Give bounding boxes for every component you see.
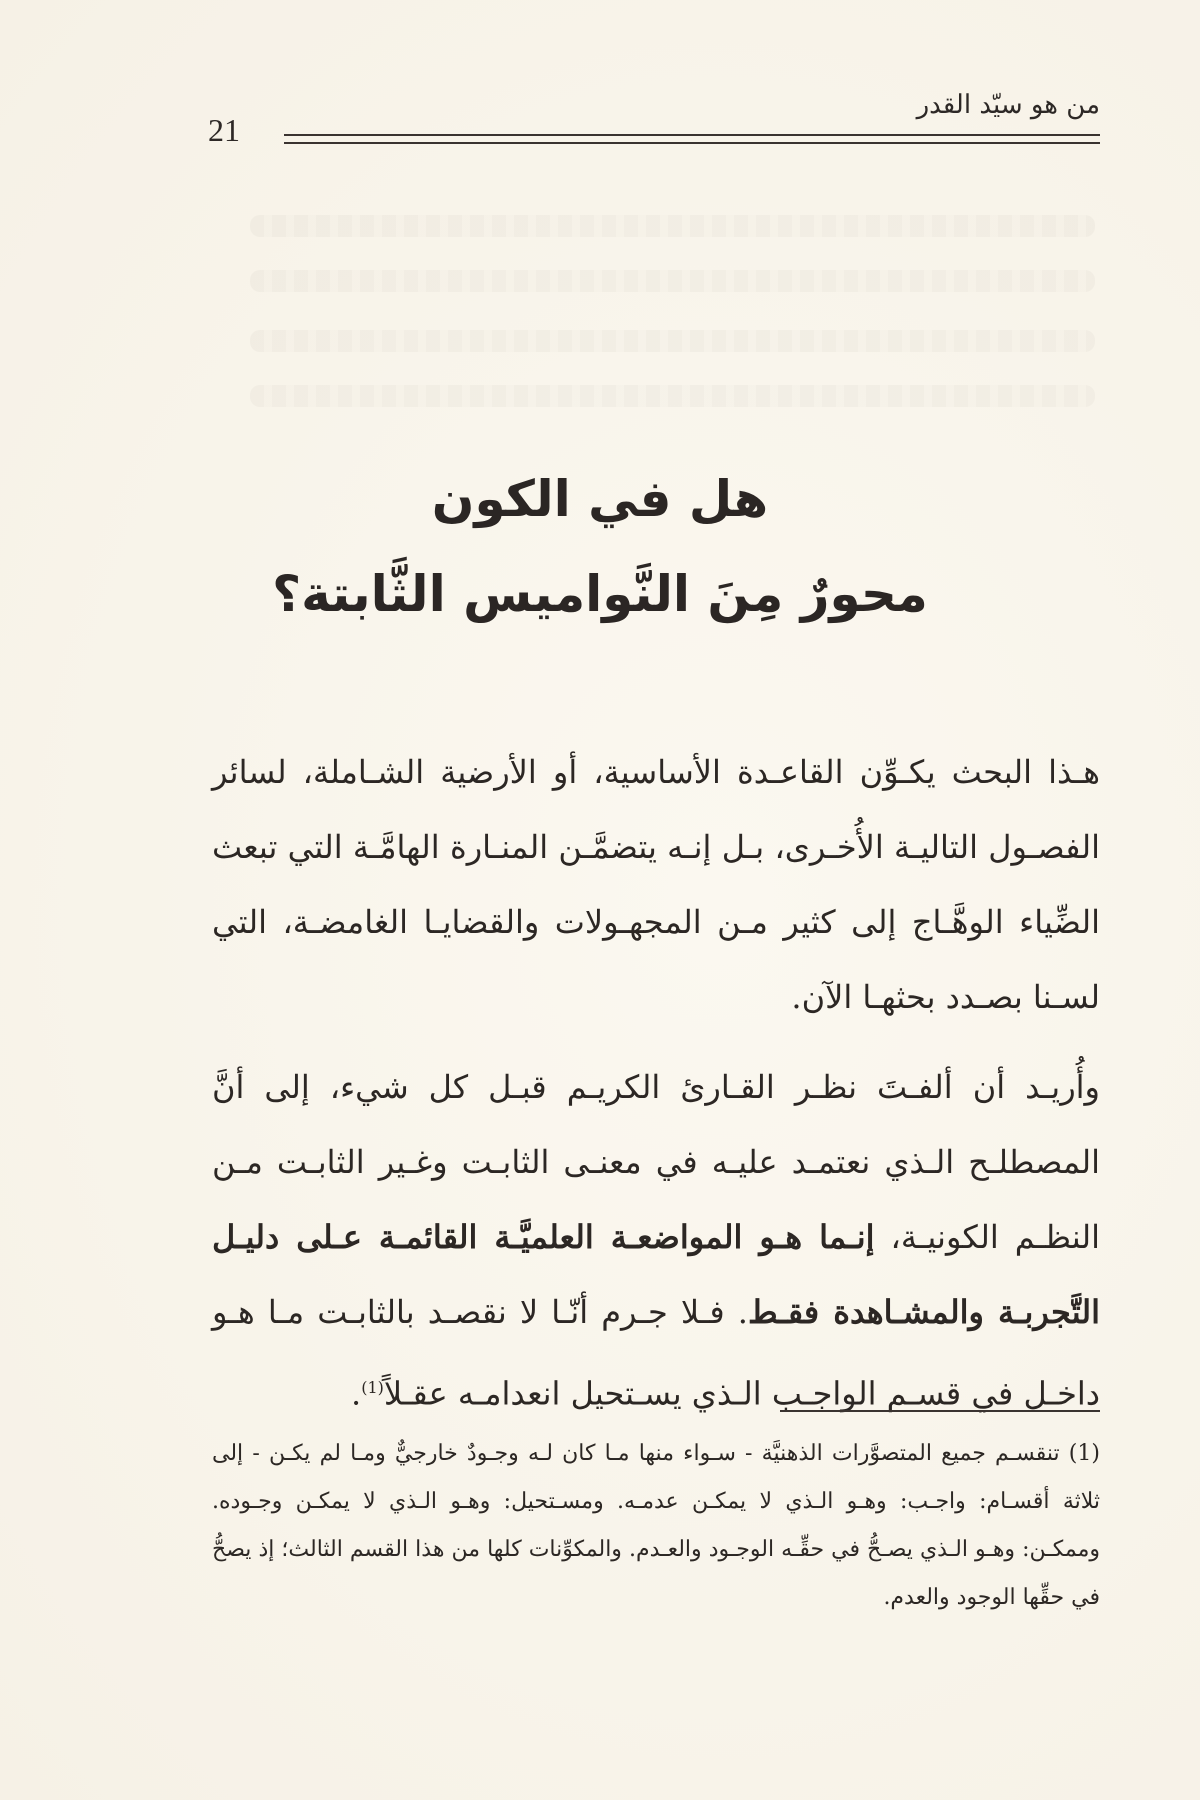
paragraph-2 [212,1050,1100,1432]
paragraph-2-end: . فـلا جـرم أنّـا لا نقصـد بالثابـت مـا هـو داخـل في قسـم الواجـب الـذي يسـتحيل انعدامـه عقـلاً [212,1293,1100,1413]
running-title: من هو سيّد القدر [916,90,1100,120]
footnote-1 [212,1430,1100,1622]
paragraph-2-bold: إنـما هـو المواضعـة العلميَّـة القائمـة عـلى دليـل التَّجربـة والمشـاهدة فقـط [212,1218,1101,1331]
footnote-separator [780,1410,1100,1412]
paragraph-2-final: . [351,1374,362,1413]
bleed-through-text [250,215,1095,237]
page-number: 21 [208,112,240,148]
footnote-reference[interactable]: (1) [361,1378,384,1397]
page-header [208,90,1100,150]
header-double-rule [284,134,1100,144]
footnote-text [212,1430,1100,1622]
footnote-marker: (1) [1068,1441,1100,1466]
footnote-body: تنقسـم جميع المتصوَّرات الذهنيَّة - سـواء منها مـا كان لـه وجـودٌ خارجيٌّ ومـا لم يكـن - إلى ثلاثة أقسـام: واجـب: وهـو الـذي لا يمكـن عدمـه. ومسـتحيل: وهـو الـذي لا يمكـن وجـوده. وممكـن: وهـو الـذي يصـحُّ في حقِّـه الوجـود والعـدم. والمكوِّنات كلها من هذا القسم الثالث؛ إذ يصحُّ في حقِّها الوجود والعدم. [212,1441,1100,1610]
paragraph-1-text: هـذا البحث يكـوِّن القاعـدة الأساسية، أو الأرضية الشـاملة، لسائر الفصـول التاليـة الأُخـرى، بـل إنـه يتضمَّـن المنـارة الهامَّـة التي تبعث الضِّياء الوهَّـاج إلى كثير مـن المجهـولات والقضايـا الغامضـة، التي لسـنا بصـدد بحثهـا الآن. [212,753,1100,1016]
paragraph-2-start: وأُريـد أن ألفـتَ نظـر القـارئ الكريـم قبـل كل شيء، إلى أنَّ المصطلـح الـذي نعتمـد عليـه في معنـى الثابـت وغـير الثابـت مـن النظـم الكونيـة، [212,1068,1101,1256]
bleed-through-text [250,385,1095,407]
bleed-through-text [250,270,1095,292]
paragraph-2-text [212,1050,1100,1432]
chapter-title-line-1: هل في الكون [431,470,769,528]
chapter-title-line-2: محورٌ مِنَ النَّواميس الثَّابتة؟ [272,565,928,623]
paragraph-1 [212,735,1100,1035]
bleed-through-text [250,330,1095,352]
